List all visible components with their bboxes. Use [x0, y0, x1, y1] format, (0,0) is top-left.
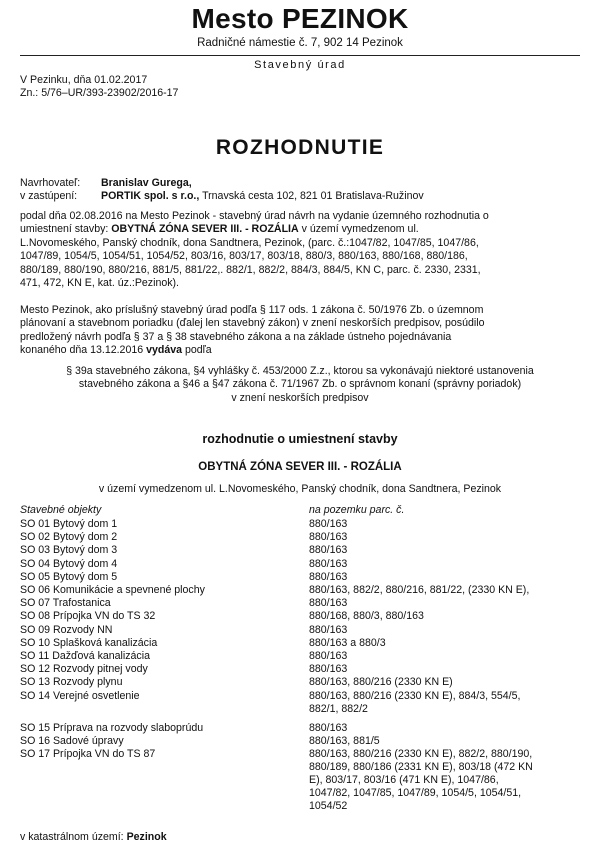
- parcel-line: 880/163, 880/216 (2330 KN E), 882/2, 880/190,: [309, 748, 533, 761]
- parcel-line: 880/163: [309, 518, 348, 530]
- header-divider: [20, 55, 580, 56]
- object-name: SO 02 Bytový dom 2: [20, 531, 118, 544]
- object-parcels: [309, 610, 581, 623]
- parcel-line: 880/163: [309, 597, 348, 610]
- object-parcels: [309, 544, 581, 557]
- legal-basis-line: stavebného zákona a §46 a §47 zákona č. 71/1967 Zb. o správnom konaní (správny poriadok): [78, 378, 522, 391]
- object-name: SO 07 Trafostanica: [20, 597, 111, 610]
- project-location: v území vymedzenom ul. L.Novomeského, Panský chodník, dona Sandtnera, Pezinok: [98, 483, 502, 495]
- parcel-line: 1047/82, 1047/85, 1047/89, 1054/5, 1054/51,: [309, 787, 522, 800]
- object-name: SO 09 Rozvody NN: [20, 623, 113, 636]
- object-name: SO 03 Bytový dom 3: [20, 544, 118, 557]
- parcel-line: 880/163 a 880/3: [309, 636, 386, 649]
- parcel-line: 880/163: [309, 663, 348, 676]
- municipality-address: Radničné námestie č. 7, 902 14 Pezinok: [197, 37, 403, 49]
- object-parcels: [309, 531, 581, 544]
- parcel-line: 880/189, 880/186 (2331 KN E), 803/18 (472 KN: [309, 761, 533, 774]
- object-parcels: [309, 650, 581, 663]
- object-name: SO 01 Bytový dom 1: [20, 518, 118, 530]
- parcel-line: 880/163: [309, 722, 348, 734]
- project-title: OBYTNÁ ZÓNA SEVER III. - ROZÁLIA: [198, 461, 402, 473]
- parcel-line: 880/163: [309, 557, 348, 570]
- object-name: SO 12 Rozvody pitnej vody: [20, 663, 148, 676]
- object-name: SO 08 Prípojka VN do TS 32: [20, 610, 156, 623]
- applicant-label: Navrhovateľ:: [20, 177, 81, 189]
- paragraph-line: 471, 472, KN E, kat. úz.:Pezinok).: [20, 277, 179, 290]
- paragraph-text: podľa: [182, 344, 212, 357]
- authority-paragraph: [20, 304, 578, 358]
- object-parcels: [309, 558, 581, 571]
- paragraph-line: [20, 223, 578, 236]
- parcel-line: 880/168, 880/3, 880/163: [309, 610, 424, 623]
- object-parcels: [309, 722, 581, 735]
- object-name: SO 17 Prípojka VN do TS 87: [20, 748, 156, 761]
- paragraph-line: Mesto Pezinok, ako príslušný stavebný úrad podľa § 117 ods. 1 zákona č. 50/1976 Zb. o územnom: [20, 304, 484, 316]
- parcel-line: 880/163, 881/5: [309, 735, 380, 748]
- representative-label: v zastúpení:: [20, 190, 78, 202]
- paragraph-line: 1047/89, 1054/5, 1054/51, 1054/52, 803/16, 803/17, 803/18, 880/3, 880/163, 880/168, 880/186,: [20, 250, 468, 263]
- object-name: SO 11 Dažďová kanalizácia: [20, 650, 150, 662]
- applicant-line: [20, 177, 192, 190]
- paragraph-line: L.Novomeského, Panský chodník, dona Sandtnera, Pezinok, (parc. č.:1047/82, 1047/85, 1047/86,: [20, 236, 479, 249]
- object-name: SO 13 Rozvody plynu: [20, 676, 123, 689]
- object-parcels: [309, 748, 581, 813]
- parcel-line: 880/163: [309, 544, 348, 557]
- object-parcels: [309, 676, 581, 689]
- cadastral-line: [20, 831, 167, 844]
- paragraph-line: plánovaní a stavebnom poriadku (ďalej len stavebný zákon) v znení neskorších predpisov, posúdilo: [20, 317, 485, 330]
- reference-number: Zn.: 5/76–UR/393-23902/2016-17: [20, 87, 179, 99]
- office-name: Stavebný úrad: [254, 59, 346, 71]
- legal-basis: [20, 365, 580, 405]
- object-parcels: [309, 624, 581, 637]
- parcel-line: 880/163, 882/2, 880/216, 881/22, (2330 KN E),: [309, 584, 530, 596]
- legal-basis-line: § 39a stavebného zákona, §4 vyhlášky č. 453/2000 Z.z., ktorou sa vykonávajú niektoré ustanovenia: [66, 365, 534, 377]
- parcel-line: 880/163: [309, 650, 348, 662]
- object-parcels: [309, 663, 581, 676]
- paragraph-text: konaného dňa 13.12.2016: [20, 344, 147, 357]
- objects-column-header: Stavebné objekty: [20, 504, 102, 516]
- parcel-line: 880/163, 880/216 (2330 KN E), 884/3, 554/5,: [309, 689, 521, 702]
- representative-address: Trnavská cesta 102, 821 01 Bratislava-Ružinov: [199, 190, 424, 202]
- parcel-line: 880/163: [309, 623, 348, 636]
- object-name: SO 10 Splašková kanalizácia: [20, 636, 158, 649]
- applicant-name: Branislav Gurega,: [101, 177, 192, 189]
- object-name: SO 15 Príprava na rozvody slaboprúdu: [20, 722, 204, 734]
- object-parcels: [309, 518, 581, 531]
- paragraph-line: 880/189, 880/190, 880/216, 881/5, 881/22,. 882/1, 882/2, 884/3, 884/5, KN C, parc. č. 2330, 2331,: [20, 263, 481, 276]
- paragraph-line: predložený návrh podľa § 37 a § 38 stavebného zákona a na základe ústneho pojednávania: [20, 330, 452, 343]
- object-parcels: [309, 571, 581, 584]
- paragraph-line: podal dňa 02.08.2016 na Mesto Pezinok - stavebný úrad návrh na vydanie územného rozhodnutia o: [20, 210, 489, 222]
- parcel-line: 1054/52: [309, 800, 348, 813]
- issue-date: V Pezinku, dňa 01.02.2017: [20, 74, 148, 86]
- parcels-column-header: na pozemku parc. č.: [309, 504, 405, 516]
- object-parcels: [309, 584, 581, 597]
- paragraph-line: [20, 344, 578, 357]
- decision-title: rozhodnutie o umiestnení stavby: [202, 432, 398, 446]
- issues-word: vydáva: [146, 344, 183, 357]
- parcel-line: 880/163: [309, 531, 348, 544]
- application-paragraph: [20, 210, 578, 290]
- parcel-line: 880/163, 880/216 (2330 KN E): [309, 676, 453, 689]
- object-parcels: [309, 637, 581, 650]
- cadastral-label: v katastrálnom území:: [20, 831, 127, 843]
- parcel-line: 880/163: [309, 570, 348, 583]
- object-name: SO 05 Bytový dom 5: [20, 570, 118, 583]
- object-parcels: [309, 597, 581, 610]
- legal-basis-line: v znení neskorších predpisov: [231, 391, 369, 404]
- parcel-line: E), 803/17, 803/16 (471 KN E), 1047/86,: [309, 774, 499, 787]
- paragraph-text: v území vymedzenom ul.: [298, 223, 419, 236]
- object-parcels: [309, 690, 581, 716]
- parcel-line: 882/1, 882/2: [309, 702, 368, 715]
- object-name: SO 16 Sadové úpravy: [20, 735, 124, 748]
- paragraph-text: umiestnení stavby:: [20, 223, 112, 236]
- object-name: SO 06 Komunikácie a spevnené plochy: [20, 584, 205, 596]
- object-name: SO 14 Verejné osvetlenie: [20, 689, 140, 702]
- object-parcels: [309, 735, 581, 748]
- representative-line: [20, 190, 424, 203]
- document-heading: ROZHODNUTIE: [215, 136, 385, 159]
- municipality-title: Mesto PEZINOK: [191, 3, 409, 34]
- representative-name: PORTIK spol. s r.o.,: [101, 190, 200, 202]
- object-name: SO 04 Bytový dom 4: [20, 557, 118, 570]
- cadastral-value: Pezinok: [126, 831, 167, 843]
- project-name-inline: OBYTNÁ ZÓNA SEVER III. - ROZÁLIA: [111, 223, 299, 236]
